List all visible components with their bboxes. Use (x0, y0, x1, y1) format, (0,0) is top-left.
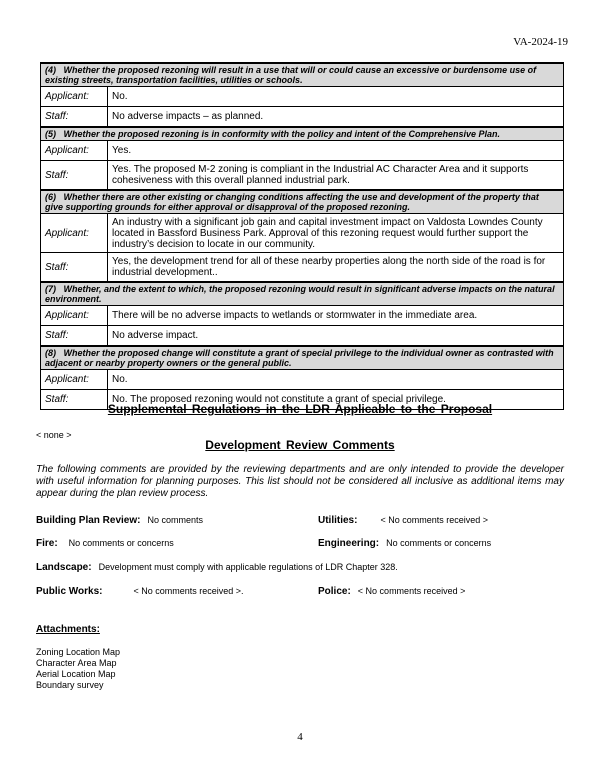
landscape-value: Development must comply with applicable regulations of LDR Chapter 328. (98, 562, 398, 572)
building-plan-review-label: Building Plan Review: (36, 515, 141, 526)
review-intro-text: The following comments are provided by the reviewing departments and are only intended to provide the developer with useful information for planning purposes. This list should not be considered all inclusive as additional items may appear during the plan review process. (36, 464, 564, 499)
public-works-value: < No comments received >. (133, 586, 244, 596)
criterion-question: (8) Whether the proposed change will constitute a grant of special privilege to the individual owner as contrasted with adjacent or nearby property owners or the general public. (41, 346, 564, 370)
utilities-value: < No comments received > (380, 515, 489, 525)
building-plan-review (36, 515, 203, 526)
applicant-response: No. (108, 87, 564, 107)
criterion-question: (6) Whether there are other existing or changing conditions affecting the use and development of the property that give supporting grounds for either approval or disapproval of the proposed rezoning. (41, 190, 564, 214)
applicant-response-row (41, 370, 564, 390)
supplemental-regulations-value: < none > (36, 430, 72, 440)
utilities-review (318, 515, 488, 526)
rezoning-criteria-table (40, 62, 564, 410)
engineering-review (318, 538, 491, 549)
criterion-question: (7) Whether, and the extent to which, the proposed rezoning would result in significant adverse impacts on the natural environment. (41, 282, 564, 306)
applicant-response: Yes. (108, 141, 564, 161)
attachments-list (36, 647, 120, 691)
staff-response-row (41, 161, 564, 191)
applicant-response: An industry with a significant job gain and capital investment impact on Valdosta Lowndes County located in Bassford Business Park. Approval of this rezoning request would further support the industry’s decision to locate in our community. (108, 214, 564, 253)
attachment-item: Zoning Location Map (36, 647, 121, 657)
police-review (318, 586, 465, 597)
building-plan-review-value: No comments (147, 515, 203, 525)
engineering-label: Engineering: (318, 538, 380, 549)
case-number: VA-2024-19 (513, 36, 568, 48)
attachment-item: Character Area Map (36, 658, 117, 668)
public-works-review (36, 586, 244, 597)
attachment-item: Aerial Location Map (36, 669, 116, 679)
landscape-label: Landscape: (36, 562, 92, 573)
attachments-heading: Attachments: (36, 624, 100, 635)
applicant-response: No. (108, 370, 564, 390)
applicant-label: Applicant: (41, 370, 108, 390)
staff-label: Staff: (41, 253, 108, 283)
staff-label: Staff: (41, 107, 108, 128)
police-label: Police: (318, 586, 351, 597)
landscape-review (36, 562, 398, 573)
staff-response: Yes, the development trend for all of these nearby properties along the north side of the road is for industrial development.. (108, 253, 564, 283)
applicant-label: Applicant: (41, 214, 108, 253)
police-value: < No comments received > (357, 586, 466, 596)
staff-label: Staff: (41, 390, 108, 410)
public-works-label: Public Works: (36, 586, 103, 597)
applicant-response-row (41, 87, 564, 107)
applicant-label: Applicant: (41, 87, 108, 107)
engineering-value: No comments or concerns (386, 538, 492, 548)
page-number: 4 (297, 731, 303, 743)
fire-label: Fire: (36, 538, 58, 549)
staff-response: No adverse impacts – as planned. (108, 107, 564, 128)
applicant-response-row (41, 214, 564, 253)
applicant-label: Applicant: (41, 141, 108, 161)
staff-response: No. The proposed rezoning would not constitute a grant of special privilege. (108, 390, 564, 410)
criterion-question: (4) Whether the proposed rezoning will result in a use that will or could cause an excessive or burdensome use of existing streets, transportation facilities, utilities or schools. (41, 63, 564, 87)
staff-response-row (41, 107, 564, 128)
applicant-response-row (41, 141, 564, 161)
staff-response: Yes. The proposed M-2 zoning is compliant in the Industrial AC Character Area and it supports cohesiveness with this overall planned industrial park. (108, 161, 564, 191)
staff-label: Staff: (41, 161, 108, 191)
applicant-label: Applicant: (41, 306, 108, 326)
development-review-heading: Development Review Comments (205, 438, 395, 452)
fire-review (36, 538, 174, 549)
fire-value: No comments or concerns (68, 538, 174, 548)
staff-label: Staff: (41, 326, 108, 347)
utilities-label: Utilities: (318, 515, 358, 526)
applicant-response-row (41, 306, 564, 326)
staff-response-row (41, 253, 564, 283)
staff-response-row (41, 326, 564, 347)
criterion-question: (5) Whether the proposed rezoning is in conformity with the policy and intent of the Comprehensive Plan. (41, 127, 564, 141)
applicant-response: There will be no adverse impacts to wetlands or stormwater in the immediate area. (108, 306, 564, 326)
supplemental-regulations-heading: Supplemental Regulations in the LDR Applicable to the Proposal (107, 402, 493, 416)
attachment-item: Boundary survey (36, 680, 104, 690)
staff-response: No adverse impact. (108, 326, 564, 347)
